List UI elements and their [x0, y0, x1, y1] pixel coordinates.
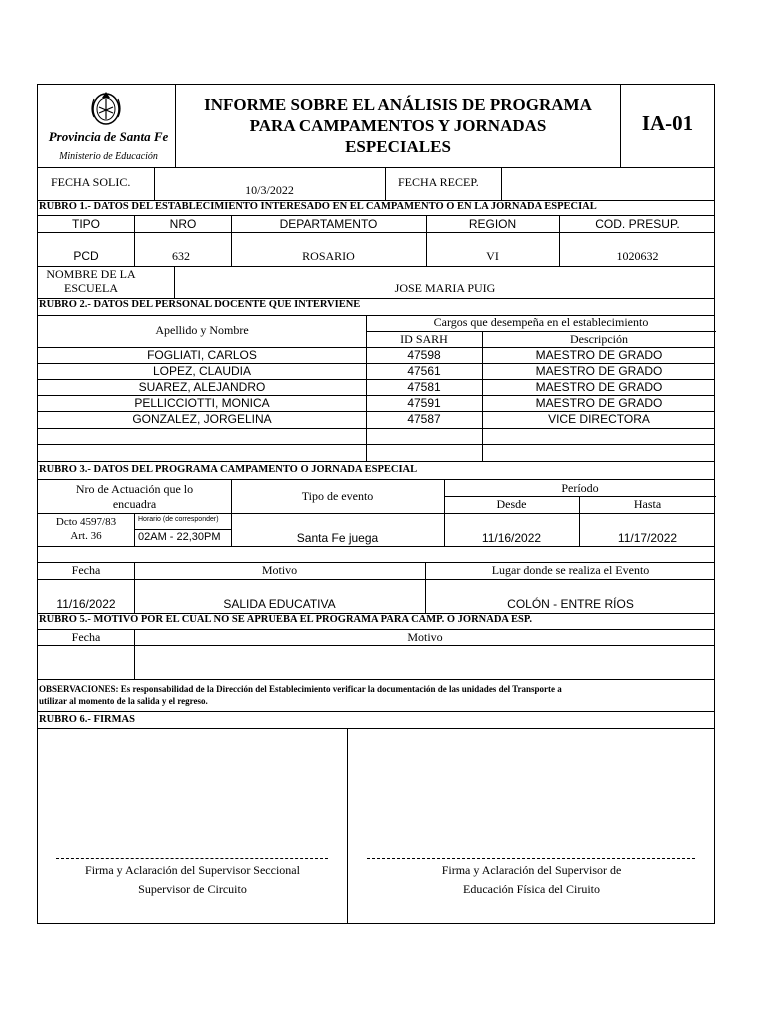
rubro-1-title: RUBRO 1.- DATOS DEL ESTABLECIMIENTO INTERESADO EN EL CAMPAMENTO O EN LA JORNADA ESPECIAL: [39, 201, 597, 212]
dcto-line-1: Dcto 4597/83: [55, 516, 117, 528]
col-r5-fecha: Fecha: [71, 630, 101, 644]
school-name: JOSE MARIA PUIG: [394, 281, 496, 295]
col-event-lugar: Lugar donde se realiza el Evento: [491, 563, 650, 577]
ministry-name: Ministerio de Educación: [59, 151, 158, 162]
fecha-recep-label: FECHA RECEP.: [398, 175, 479, 189]
col-name-header: Apellido y Nombre: [155, 323, 249, 337]
col-desc-header: Descripción: [570, 332, 628, 346]
value-region: VI: [486, 249, 499, 263]
sig1-line-2: Supervisor de Circuito: [138, 882, 247, 896]
fecha-solic-label: FECHA SOLIC.: [51, 175, 131, 189]
staff-id-3: 47581: [407, 380, 441, 394]
horario-value: 02AM - 22,30PM: [138, 531, 221, 543]
title-line-1: INFORME SOBRE EL ANÁLISIS DE PROGRAMA: [204, 95, 592, 114]
col-cargos-header: Cargos que desempeña en el establecimiento: [433, 315, 649, 329]
rubro-6-title: RUBRO 6.- FIRMAS: [39, 714, 135, 725]
col-desde: Desde: [496, 497, 527, 511]
observaciones-text-1: Es responsabilidad de la Dirección del Establecimiento verificar la documentación de las unidades del Transporte a: [120, 684, 562, 694]
staff-desc-3: MAESTRO DE GRADO: [535, 380, 663, 394]
col-nro-actuacion: [38, 482, 231, 512]
col-tipo-evento: Tipo de evento: [301, 489, 374, 503]
header-tipo: TIPO: [71, 217, 100, 231]
sig2-line-2: Educación Física del Ciruito: [463, 882, 600, 896]
col-id-header: ID SARH: [400, 332, 448, 346]
col-event-motivo: Motivo: [261, 563, 298, 577]
header-nro: NRO: [169, 217, 197, 231]
staff-name-4: PELLICCIOTTI, MONICA: [134, 396, 270, 410]
hasta-value: 11/17/2022: [617, 531, 678, 545]
province-name: Provincia de Santa Fe: [48, 129, 169, 144]
event-motivo-value: SALIDA EDUCATIVA: [223, 597, 336, 611]
value-departamento: ROSARIO: [302, 249, 355, 263]
staff-name-1: FOGLIATI, CARLOS: [147, 348, 257, 362]
value-cod-presup: 1020632: [616, 249, 659, 263]
form-code: IA-01: [641, 111, 694, 135]
school-label: [38, 267, 144, 295]
staff-name-2: LOPEZ, CLAUDIA: [152, 364, 252, 378]
header-departamento: DEPARTAMENTO: [279, 217, 378, 231]
staff-desc-1: MAESTRO DE GRADO: [535, 348, 663, 362]
value-nro: 632: [172, 249, 190, 263]
staff-desc-4: MAESTRO DE GRADO: [535, 396, 663, 410]
header-region: REGION: [468, 217, 517, 231]
col-hasta: Hasta: [633, 497, 662, 511]
staff-desc-2: MAESTRO DE GRADO: [535, 364, 663, 378]
signature-1-caption: [38, 861, 347, 899]
observaciones-text-2: utilizar al momento de la salida y el regreso.: [39, 696, 208, 706]
event-fecha-value: 11/16/2022: [56, 597, 116, 611]
staff-name-3: SUAREZ, ALEJANDRO: [138, 380, 266, 394]
sig2-line-1: Firma y Aclaración del Supervisor de: [441, 863, 622, 877]
rubro-5-title: RUBRO 5.- MOTIVO POR EL CUAL NO SE APRUEBA EL PROGRAMA PARA CAMP. O JORNADA ESP.: [39, 614, 532, 625]
horario-label: Horario (de corresponder): [138, 516, 219, 523]
staff-id-2: 47561: [407, 364, 441, 378]
event-lugar-value: COLÓN - ENTRE RÍOS: [507, 597, 634, 611]
staff-id-5: 47587: [407, 412, 441, 426]
staff-desc-5: VICE DIRECTORA: [548, 412, 650, 426]
value-tipo: PCD: [73, 249, 99, 263]
col-event-fecha: Fecha: [71, 563, 101, 577]
school-label-line-1: NOMBRE DE LA: [46, 267, 136, 281]
signature-2-caption: [347, 861, 716, 899]
page-title: [176, 94, 620, 157]
signature-line-1: [56, 858, 328, 859]
observaciones-label: OBSERVACIONES:: [39, 684, 119, 694]
rubro-2-title: RUBRO 2.- DATOS DEL PERSONAL DOCENTE QUE INTERVIENE: [39, 299, 361, 310]
staff-name-5: GONZALEZ, JORGELINA: [132, 412, 272, 426]
dcto-line-2: Art. 36: [70, 530, 102, 542]
col-r5-motivo: Motivo: [407, 630, 443, 644]
title-line-2: PARA CAMPAMENTOS Y JORNADAS: [249, 116, 547, 135]
col-periodo: Período: [561, 481, 599, 495]
school-label-line-2: ESCUELA: [64, 281, 118, 295]
title-line-3: ESPECIALES: [345, 137, 451, 156]
header-cod-presup: COD. PRESUP.: [595, 217, 680, 231]
crest-icon: [88, 87, 124, 127]
rubro-3-title: RUBRO 3.- DATOS DEL PROGRAMA CAMPAMENTO O JORNADA ESPECIAL: [39, 464, 418, 475]
signature-line-2: [367, 858, 695, 859]
fecha-solic-value: 10/3/2022: [245, 183, 294, 197]
tipo-evento-value: Santa Fe juega: [296, 531, 379, 545]
staff-id-4: 47591: [407, 396, 441, 410]
dcto-value: [38, 515, 134, 543]
col-nro-line-2: encuadra: [112, 497, 157, 511]
col-nro-line-1: Nro de Actuación que lo: [75, 482, 194, 496]
desde-value: 11/16/2022: [481, 531, 542, 545]
report-form: [37, 84, 715, 924]
staff-id-1: 47598: [407, 348, 441, 362]
sig1-line-1: Firma y Aclaración del Supervisor Seccional: [85, 863, 300, 877]
observaciones: [39, 683, 715, 707]
